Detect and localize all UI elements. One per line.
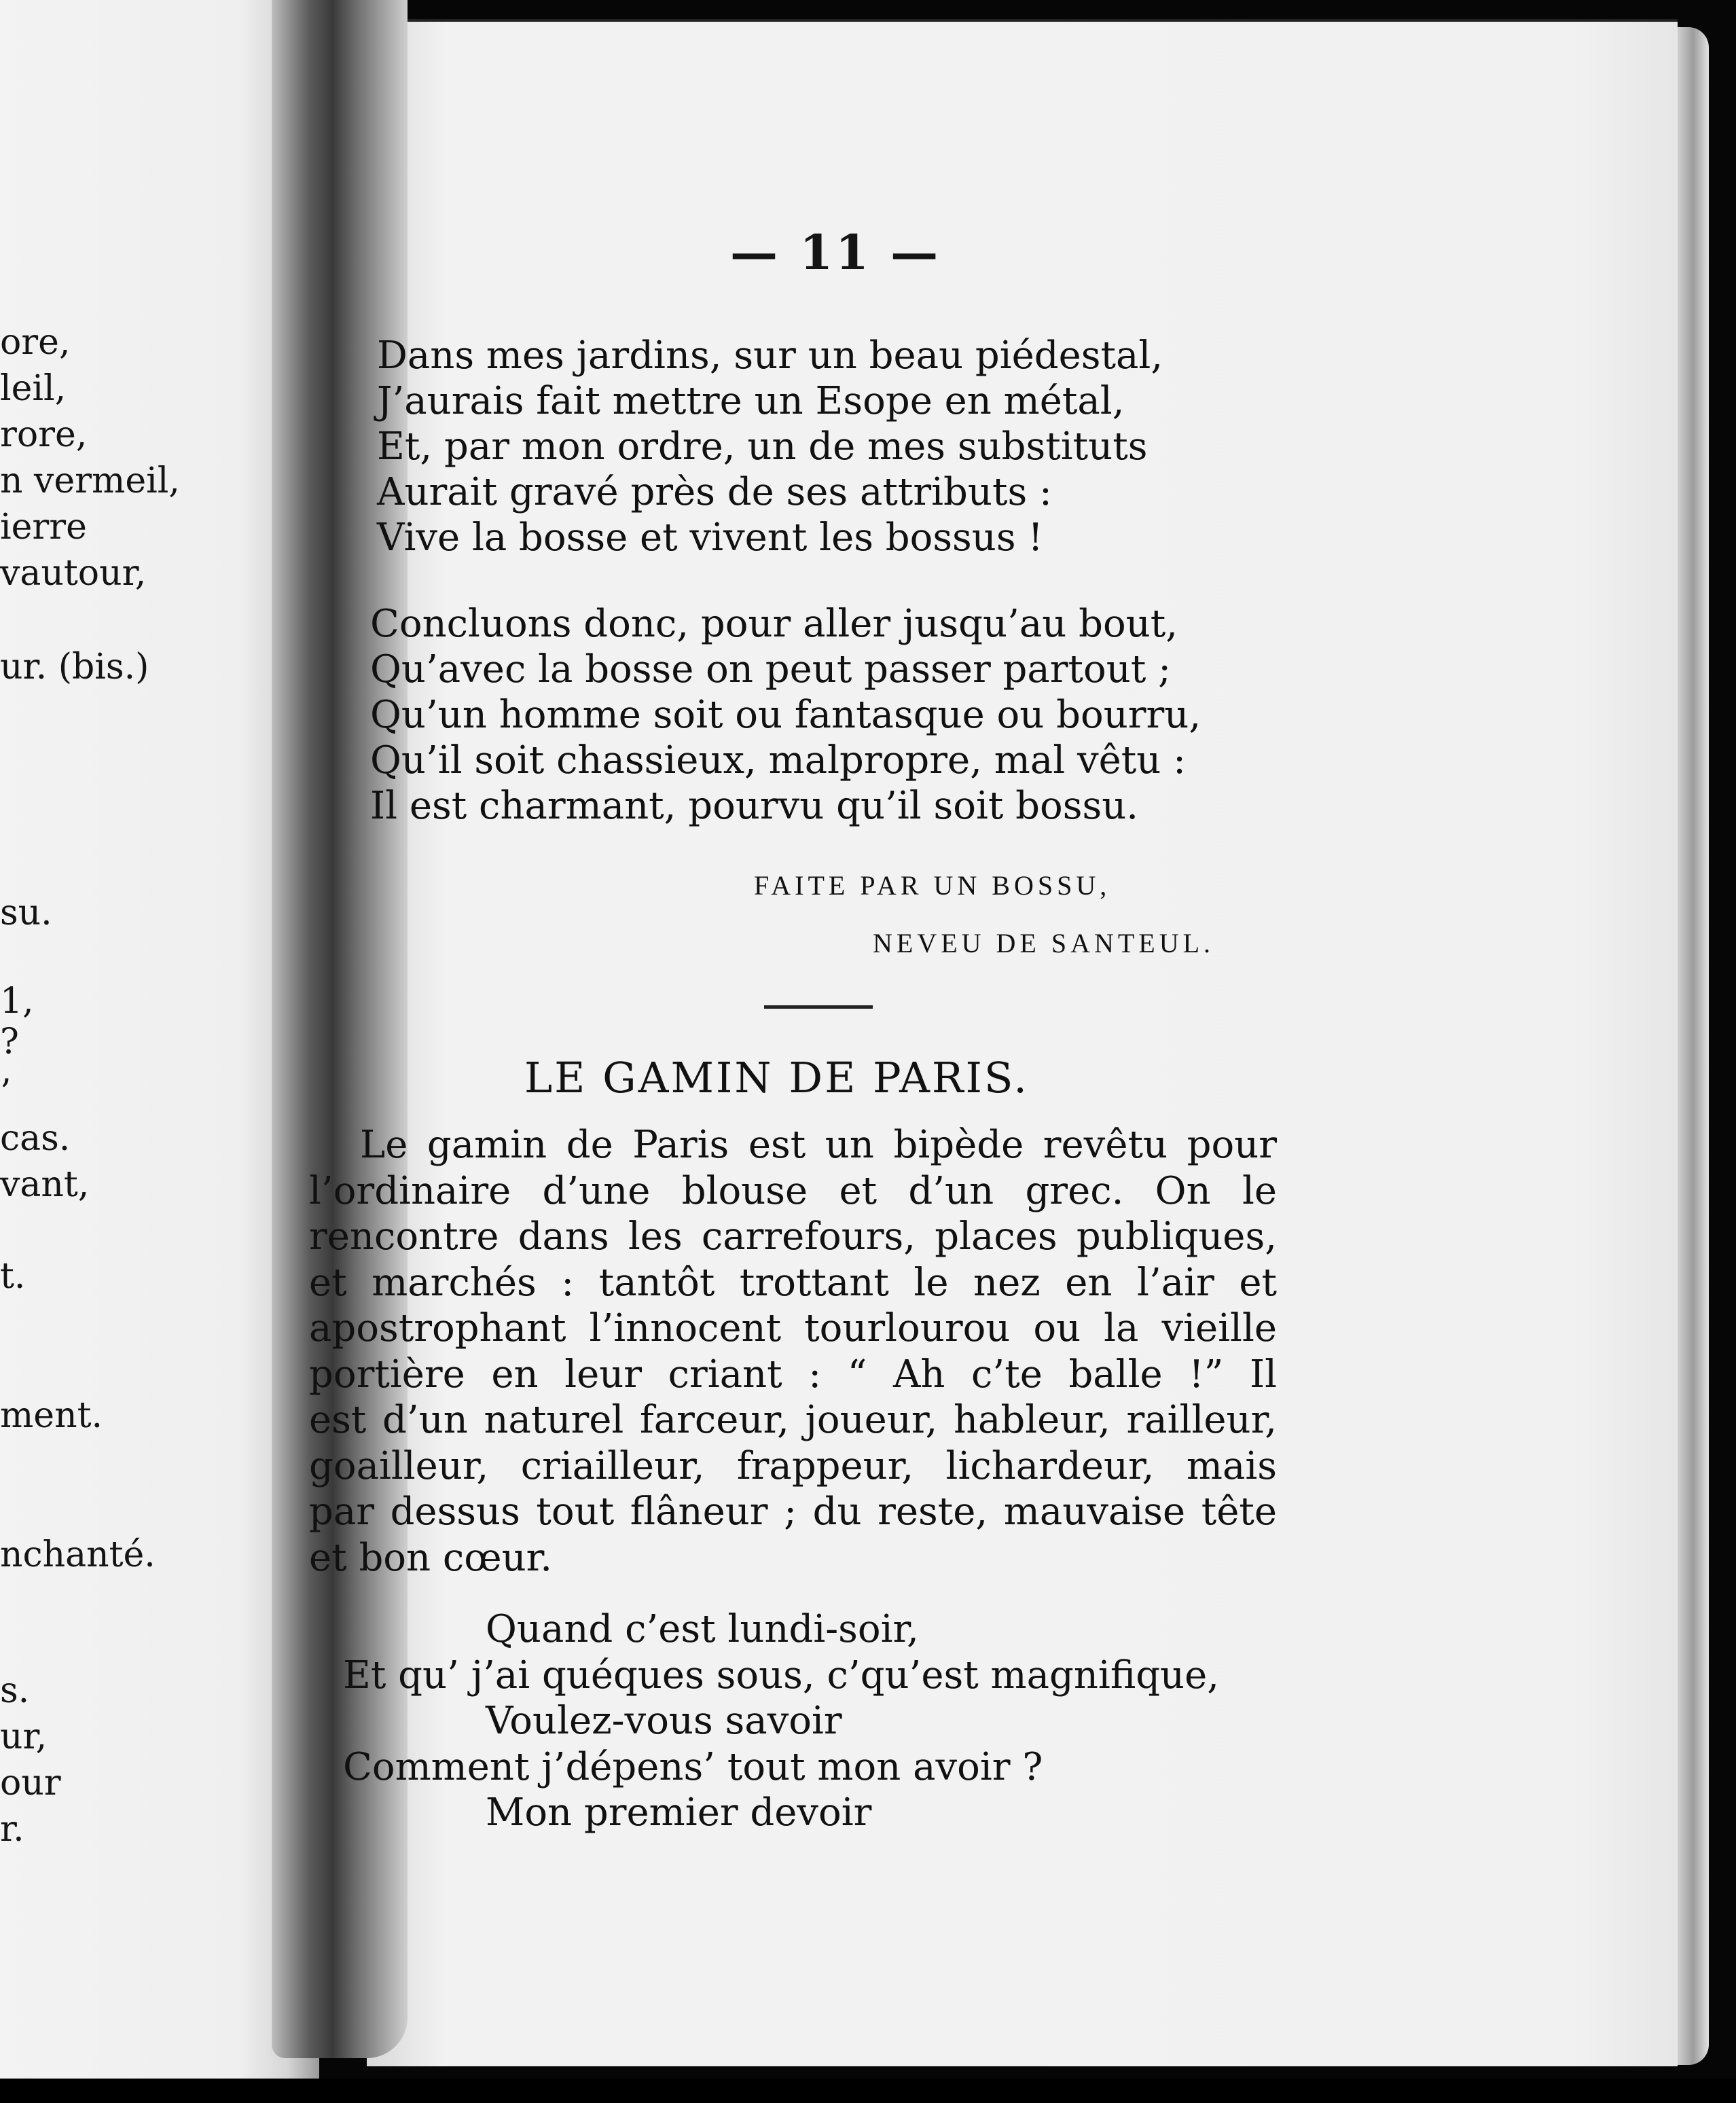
left-fragment: t. xyxy=(0,1256,26,1297)
poem-line: Il est charmant, pourvu qu’il soit bossu. xyxy=(370,784,1139,828)
song-line: Quand c’est lundi-soir, xyxy=(486,1607,919,1651)
left-fragment: 1, xyxy=(0,981,34,1022)
song-line: Voulez-vous savoir xyxy=(486,1699,842,1743)
section-heading: LE GAMIN DE PARIS. xyxy=(524,1053,1029,1102)
left-fragment: ment. xyxy=(0,1395,103,1436)
left-fragment: vant, xyxy=(0,1164,90,1205)
left-fragment: ur, xyxy=(0,1716,48,1757)
prose-line: rencontre dans les carrefours, places publiques, xyxy=(309,1215,1277,1259)
section-divider xyxy=(764,1005,873,1009)
poem-line: Vive la bosse et vivent les bossus ! xyxy=(377,516,1043,560)
poem-stanza-2 xyxy=(370,601,1321,829)
left-fragment: ore, xyxy=(0,322,71,363)
poem-line: Concluons donc, pour aller jusqu’au bout, xyxy=(370,602,1178,646)
left-fragment: n vermeil, xyxy=(0,461,180,501)
left-fragment: rore, xyxy=(0,414,88,455)
left-fragment: s. xyxy=(0,1670,30,1711)
prose-line: apostrophant l’innocent tourlourou ou la vieille xyxy=(309,1306,1277,1350)
prose-line: et marchés : tantôt trottant le nez en l’air et xyxy=(309,1260,1277,1305)
poem-line: Qu’il soit chassieux, malpropre, mal vêtu : xyxy=(370,738,1186,783)
page-number: — 11 — xyxy=(730,224,941,281)
poem-stanza-1 xyxy=(377,333,1328,560)
left-fragment: su. xyxy=(0,893,52,933)
left-fragment: vautour, xyxy=(0,553,147,594)
left-fragment: cas. xyxy=(0,1118,71,1159)
poem-line: Et, par mon ordre, un de mes substituts xyxy=(377,425,1148,469)
signature-line-1: FAITE PAR UN BOSSU, xyxy=(754,870,1111,901)
left-fragment: ur. (bis.) xyxy=(0,647,149,687)
left-fragment: ? xyxy=(0,1022,19,1062)
poem-line: Dans mes jardins, sur un beau piédestal, xyxy=(377,334,1163,378)
left-fragment: our xyxy=(0,1763,61,1803)
prose-line: portière en leur criant : “ Ah c’te balle !” Il xyxy=(309,1352,1277,1397)
prose-paragraph xyxy=(309,1122,1277,1581)
prose-line: goailleur, criailleur, frappeur, lichardeur, mais xyxy=(309,1443,1277,1488)
left-fragment: ’ xyxy=(0,1073,12,1113)
prose-line: est d’un naturel farceur, joueur, hableur, railleur, xyxy=(309,1398,1277,1442)
prose-line: Le gamin de Paris est un bipède revêtu pour xyxy=(360,1123,1277,1167)
left-fragment: nchanté. xyxy=(0,1534,156,1575)
left-page-text xyxy=(0,319,299,1850)
scan-border xyxy=(0,2079,1736,2103)
left-fragment: ierre xyxy=(0,507,87,547)
song-line: Mon premier devoir xyxy=(486,1791,872,1835)
poem-line: J’aurais fait mettre un Esope en métal, xyxy=(377,379,1125,423)
song-line: Et qu’ j’ai quéques sous, c’qu’est magnifique, xyxy=(343,1653,1220,1697)
page-edge xyxy=(1678,27,1709,2065)
left-fragment: r. xyxy=(0,1809,24,1850)
prose-line: par dessus tout flâneur ; du reste, mauvaise tête xyxy=(309,1490,1277,1534)
song-line: Comment j’dépens’ tout mon avoir ? xyxy=(343,1744,1043,1789)
left-fragment: leil, xyxy=(0,368,67,409)
song-verse xyxy=(343,1606,1219,1836)
prose-line: et bon cœur. xyxy=(309,1535,553,1580)
poem-line: Aurait gravé près de ses attributs : xyxy=(377,470,1052,514)
prose-line: l’ordinaire d’une blouse et d’un grec. On le xyxy=(309,1168,1277,1213)
signature-line-2: NEVEU DE SANTEUL. xyxy=(873,928,1215,958)
poem-line: Qu’un homme soit ou fantasque ou bourru, xyxy=(370,693,1201,737)
poem-line: Qu’avec la bosse on peut passer partout ; xyxy=(370,647,1172,691)
